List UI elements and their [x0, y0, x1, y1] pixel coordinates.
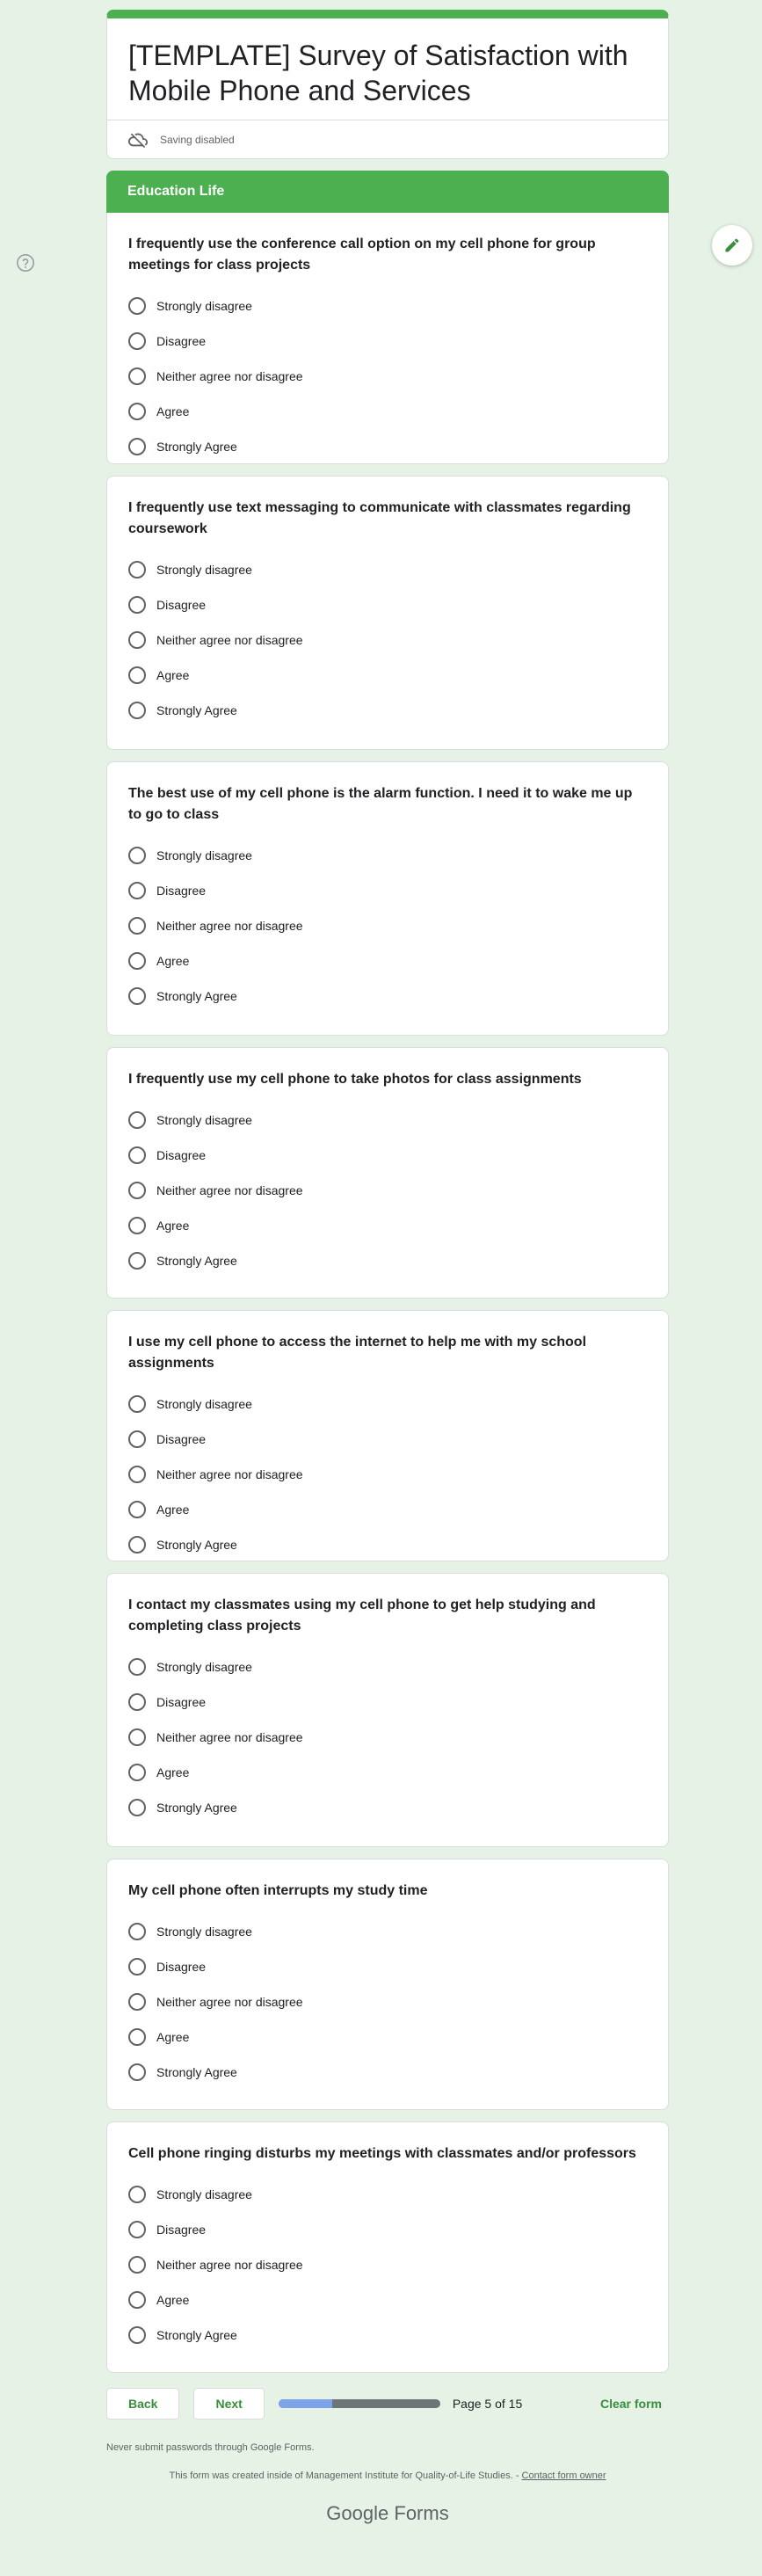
radio-option[interactable] [128, 394, 647, 429]
radio-option-label: Strongly Agree [156, 1538, 237, 1552]
radio-option[interactable] [128, 429, 647, 464]
radio-button[interactable] [128, 2063, 146, 2081]
radio-option[interactable] [128, 1492, 647, 1527]
password-warning: Never submit passwords through Google Forms. [106, 2442, 315, 2453]
radio-group [128, 1649, 647, 1825]
radio-option-label: Neither agree nor disagree [156, 1730, 303, 1744]
question-card [106, 1310, 669, 1561]
google-forms-logo[interactable] [106, 2502, 669, 2525]
cloud-off-icon [128, 130, 148, 149]
radio-option[interactable] [128, 693, 647, 728]
radio-option[interactable] [128, 2282, 647, 2318]
radio-option-label: Strongly disagree [156, 1397, 252, 1411]
radio-button[interactable] [128, 2291, 146, 2309]
radio-option[interactable] [128, 1914, 647, 1949]
radio-button[interactable] [128, 1728, 146, 1746]
radio-option[interactable] [128, 1243, 647, 1278]
radio-option-label: Agree [156, 404, 190, 418]
radio-option-label: Agree [156, 2030, 190, 2044]
radio-option-label: Neither agree nor disagree [156, 1183, 303, 1197]
saving-status-text: Saving disabled [160, 133, 235, 146]
radio-button[interactable] [128, 1958, 146, 1976]
radio-option[interactable] [128, 658, 647, 693]
radio-button[interactable] [128, 666, 146, 684]
radio-button[interactable] [128, 596, 146, 614]
radio-option-label: Disagree [156, 1960, 207, 1974]
radio-option-label: Disagree [156, 598, 207, 612]
radio-button[interactable] [128, 1217, 146, 1234]
radio-option-label: Neither agree nor disagree [156, 1467, 303, 1481]
radio-option-label: Disagree [156, 1432, 207, 1446]
radio-button[interactable] [128, 2221, 146, 2238]
radio-option[interactable] [128, 622, 647, 658]
brand-google: Google [326, 2502, 389, 2524]
radio-button[interactable] [128, 631, 146, 649]
question-title: I frequently use my cell phone to take photos for class assignments [128, 1072, 582, 1087]
radio-option[interactable] [128, 2318, 647, 2353]
radio-option[interactable] [128, 1984, 647, 2019]
radio-button[interactable] [128, 1501, 146, 1518]
radio-option[interactable] [128, 1138, 647, 1173]
back-button[interactable]: Back [106, 2388, 179, 2420]
radio-option-label: Strongly disagree [156, 299, 252, 313]
radio-button[interactable] [128, 403, 146, 420]
radio-option-label: Strongly Agree [156, 2065, 237, 2079]
question-card [106, 476, 669, 750]
radio-option[interactable] [128, 979, 647, 1014]
radio-option[interactable] [128, 2177, 647, 2212]
radio-group [128, 552, 647, 728]
question-title: Cell phone ringing disturbs my meetings with classmates and/or professors [128, 2146, 636, 2161]
radio-option[interactable] [128, 1685, 647, 1720]
radio-option-label: Disagree [156, 2223, 207, 2237]
section-header [106, 171, 669, 213]
navigation-row [106, 2388, 669, 2420]
radio-button[interactable] [128, 1799, 146, 1816]
radio-option[interactable] [128, 552, 647, 587]
radio-option[interactable] [128, 359, 647, 394]
question-title: I frequently use the conference call option on my cell phone for group meetings for class projects [128, 236, 596, 273]
radio-option-label: Strongly disagree [156, 1925, 252, 1939]
radio-option[interactable] [128, 1527, 647, 1562]
radio-option[interactable] [128, 2212, 647, 2247]
radio-button[interactable] [128, 1693, 146, 1711]
radio-option-label: Disagree [156, 334, 207, 348]
question-title: I contact my classmates using my cell phone to get help studying and completing class projects [128, 1597, 596, 1634]
radio-option-label: Strongly disagree [156, 563, 252, 577]
radio-option-label: Strongly disagree [156, 848, 252, 862]
next-button[interactable]: Next [193, 2388, 264, 2420]
radio-option[interactable] [128, 1720, 647, 1755]
radio-option[interactable] [128, 2247, 647, 2282]
radio-button[interactable] [128, 1658, 146, 1676]
radio-option-label: Strongly Agree [156, 1254, 237, 1268]
radio-option[interactable] [128, 1102, 647, 1138]
radio-group [128, 1386, 647, 1562]
radio-option-label: Agree [156, 668, 190, 682]
footer-created-line [106, 2470, 669, 2481]
radio-button[interactable] [128, 882, 146, 899]
radio-button[interactable] [128, 561, 146, 579]
radio-option-label: Strongly Agree [156, 989, 237, 1003]
radio-option[interactable] [128, 873, 647, 908]
contact-owner-link[interactable]: Contact form owner [521, 2470, 606, 2481]
radio-option[interactable] [128, 2055, 647, 2090]
radio-option[interactable] [128, 1790, 647, 1825]
radio-option[interactable] [128, 1208, 647, 1243]
radio-button[interactable] [128, 1923, 146, 1940]
radio-button[interactable] [128, 1764, 146, 1781]
radio-button[interactable] [128, 297, 146, 315]
radio-button[interactable] [128, 1146, 146, 1164]
progress-bar-fill [279, 2399, 332, 2408]
radio-option[interactable] [128, 1755, 647, 1790]
radio-option-label: Strongly disagree [156, 2187, 252, 2201]
question-title: I use my cell phone to access the internet to help me with my school assignments [128, 1335, 587, 1371]
radio-button[interactable] [128, 367, 146, 385]
pencil-icon [723, 236, 741, 254]
radio-option[interactable] [128, 1649, 647, 1685]
radio-button[interactable] [128, 2256, 146, 2274]
radio-option-label: Strongly disagree [156, 1660, 252, 1674]
radio-option-label: Strongly Agree [156, 2328, 237, 2342]
form-header-card [106, 10, 669, 159]
radio-button[interactable] [128, 917, 146, 935]
radio-option[interactable] [128, 1422, 647, 1457]
radio-option[interactable] [128, 838, 647, 873]
created-text: This form was created inside of Management Institute for Quality-of-Life Studies. - [169, 2470, 519, 2481]
form-container [106, 10, 669, 2525]
radio-option-label: Agree [156, 2293, 190, 2307]
radio-button[interactable] [128, 1466, 146, 1483]
radio-option-label: Disagree [156, 1695, 207, 1709]
radio-option-label: Disagree [156, 884, 207, 898]
help-icon[interactable] [16, 253, 35, 273]
edit-button[interactable] [712, 225, 752, 266]
page-indicator: Page 5 of 15 [452, 2397, 523, 2411]
radio-group [128, 2177, 647, 2353]
radio-button[interactable] [128, 1430, 146, 1448]
question-list [106, 213, 669, 2373]
radio-option-label: Strongly Agree [156, 703, 237, 717]
radio-button[interactable] [128, 2186, 146, 2203]
section-title: Education Life [127, 184, 225, 199]
radio-button[interactable] [128, 438, 146, 455]
question-card [106, 1047, 669, 1299]
radio-button[interactable] [128, 1182, 146, 1199]
radio-option-label: Agree [156, 1765, 190, 1779]
radio-option[interactable] [128, 324, 647, 359]
radio-option[interactable] [128, 587, 647, 622]
radio-button[interactable] [128, 847, 146, 864]
radio-option-label: Neither agree nor disagree [156, 1995, 303, 2009]
radio-option[interactable] [128, 1173, 647, 1208]
radio-group [128, 288, 647, 464]
radio-button[interactable] [128, 332, 146, 350]
question-title: My cell phone often interrupts my study time [128, 1883, 428, 1898]
radio-option-label: Strongly Agree [156, 1801, 237, 1815]
question-title: The best use of my cell phone is the alarm function. I need it to wake me up to go to class [128, 786, 633, 822]
radio-button[interactable] [128, 1111, 146, 1129]
radio-option-label: Neither agree nor disagree [156, 633, 303, 647]
radio-option-label: Neither agree nor disagree [156, 2258, 303, 2272]
radio-button[interactable] [128, 702, 146, 719]
clear-form-button[interactable]: Clear form [599, 2397, 662, 2411]
radio-option[interactable] [128, 943, 647, 979]
radio-button[interactable] [128, 952, 146, 970]
radio-option[interactable] [128, 2019, 647, 2055]
radio-option-label: Strongly disagree [156, 1113, 252, 1127]
radio-button[interactable] [128, 2028, 146, 2046]
saving-status-row [107, 120, 668, 158]
radio-button[interactable] [128, 1536, 146, 1554]
radio-button[interactable] [128, 987, 146, 1005]
radio-button[interactable] [128, 2326, 146, 2344]
question-card [106, 1573, 669, 1847]
brand-forms: Forms [394, 2502, 449, 2524]
radio-button[interactable] [128, 1993, 146, 2011]
form-title: [TEMPLATE] Survey of Satisfaction with Mobile Phone and Services [128, 40, 628, 106]
radio-option-label: Agree [156, 954, 190, 968]
radio-group [128, 838, 647, 1014]
radio-option[interactable] [128, 908, 647, 943]
radio-option-label: Agree [156, 1503, 190, 1517]
radio-option-label: Strongly Agree [156, 440, 237, 454]
radio-button[interactable] [128, 1395, 146, 1413]
radio-option[interactable] [128, 1457, 647, 1492]
progress-area [279, 2397, 522, 2411]
radio-group [128, 1914, 647, 2090]
radio-option[interactable] [128, 1386, 647, 1422]
radio-option-label: Disagree [156, 1148, 207, 1162]
radio-option[interactable] [128, 1949, 647, 1984]
radio-group [128, 1102, 647, 1278]
progress-bar [279, 2399, 440, 2408]
radio-option-label: Agree [156, 1219, 190, 1233]
radio-button[interactable] [128, 1252, 146, 1270]
question-card [106, 1859, 669, 2110]
radio-option[interactable] [128, 288, 647, 324]
question-card [106, 761, 669, 1036]
question-title: I frequently use text messaging to communicate with classmates regarding coursework [128, 500, 631, 536]
question-card [106, 2121, 669, 2373]
radio-option-label: Neither agree nor disagree [156, 369, 303, 383]
radio-option-label: Neither agree nor disagree [156, 919, 303, 933]
question-card [106, 213, 669, 464]
